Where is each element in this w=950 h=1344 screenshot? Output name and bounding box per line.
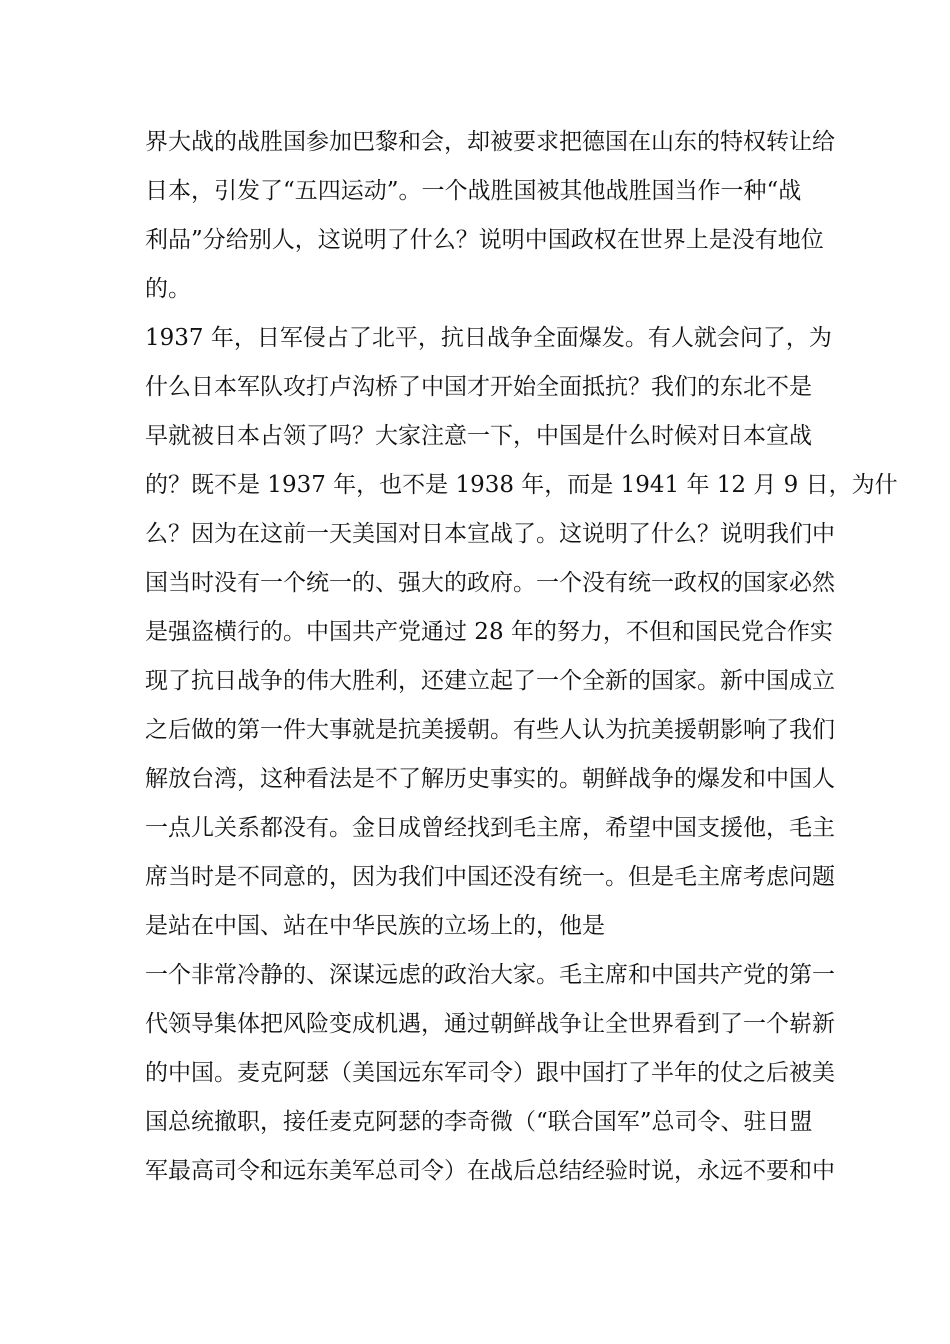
body-text (145, 118, 898, 1196)
text-line: 国当时没有一个统一的、强大的政府。一个没有统一政权的国家必然 (145, 570, 835, 596)
text-line: 的中国。麦克阿瑟（美国远东军司令）跟中国打了半年的仗之后被美 (145, 1060, 835, 1086)
text-line: 是站在中国、站在中华民族的立场上的，他是 (145, 913, 605, 939)
text-line: 解放台湾，这种看法是不了解历史事实的。朝鲜战争的爆发和中国人 (145, 766, 835, 792)
text-line: 席当时是不同意的，因为我们中国还没有统一。但是毛主席考虑问题 (145, 864, 835, 890)
text-line: 日本，引发了“五四运动”。一个战胜国被其他战胜国当作一种“战 (145, 178, 802, 204)
text-line: 现了抗日战争的伟大胜利，还建立起了一个全新的国家。新中国成立 (145, 668, 835, 694)
text-line: 军最高司令和远东美军总司令）在战后总结经验时说，永远不要和中 (145, 1158, 835, 1184)
text-line: 之后做的第一件大事就是抗美援朝。有些人认为抗美援朝影响了我们 (145, 717, 835, 743)
text-line: 一个非常冷静的、深谋远虑的政治大家。毛主席和中国共产党的第一 (145, 962, 835, 988)
text-line: 代领导集体把风险变成机遇，通过朝鲜战争让全世界看到了一个崭新 (145, 1011, 835, 1037)
text-line: 界大战的战胜国参加巴黎和会，却被要求把德国在山东的特权转让给 (145, 129, 835, 155)
text-line: 国总统撤职，接任麦克阿瑟的李奇微（“联合国军”总司令、驻日盟 (145, 1109, 813, 1135)
text-line: 么？因为在这前一天美国对日本宣战了。这说明了什么？说明我们中 (145, 521, 835, 547)
text-line: 什么日本军队攻打卢沟桥了中国才开始全面抵抗？我们的东北不是 (145, 374, 812, 400)
text-line: 利品”分给别人，这说明了什么？说明中国政权在世界上是没有地位 (145, 227, 824, 253)
text-line: 一点儿关系都没有。金日成曾经找到毛主席，希望中国支援他，毛主 (145, 815, 835, 841)
text-line: 是强盗横行的。中国共产党通过 28 年的努力，不但和国民党合作实 (145, 619, 833, 645)
text-line: 早就被日本占领了吗？大家注意一下，中国是什么时候对日本宣战 (145, 423, 812, 449)
text-line: 的。 (145, 276, 191, 302)
text-line: 1937 年，日军侵占了北平，抗日战争全面爆发。有人就会问了，为 (145, 325, 832, 351)
text-line: 的？既不是 1937 年，也不是 1938 年，而是 1941 年 12 月 9 日，为什 (145, 472, 898, 498)
